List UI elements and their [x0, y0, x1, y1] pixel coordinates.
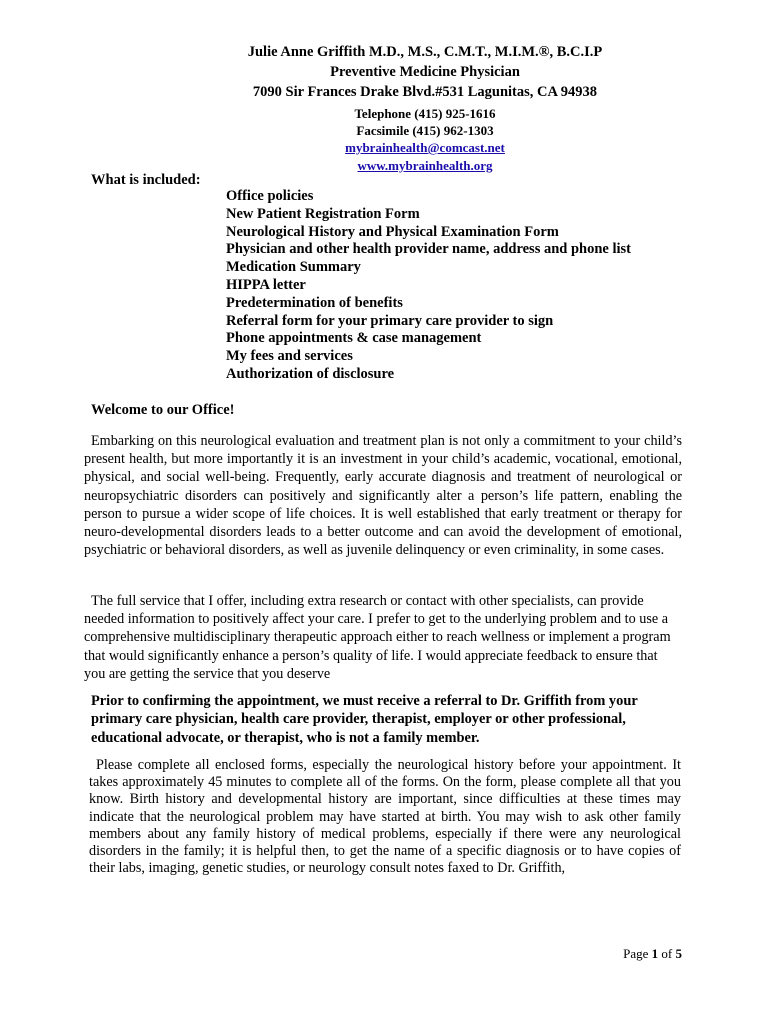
website-link[interactable]: www.mybrainhealth.org: [357, 158, 493, 173]
included-label: What is included:: [91, 172, 201, 188]
physician-name: Julie Anne Griffith M.D., M.S., C.M.T., M.I.M.®, B.C.I.P: [247, 44, 603, 60]
list-item: Office policies: [226, 188, 314, 204]
list-item: Referral form for your primary care provider to sign: [226, 312, 554, 329]
telephone: Telephone (415) 925-1616: [354, 106, 496, 121]
email-link[interactable]: mybrainhealth@comcast.net: [345, 140, 505, 155]
list-item: HIPPA letter: [226, 276, 306, 293]
list-item: Authorization of disclosure: [226, 365, 395, 382]
list-item: Physician and other health provider name, address and phone list: [226, 241, 632, 258]
list-item: Phone appointments & case management: [226, 330, 482, 347]
letterhead: [0, 42, 770, 175]
service-paragraph: The full service that I offer, including extra research or contact with other specialists, can provide needed information to positively affect your care. I prefer to get to the underlying problem and to use a comprehensive multidisciplinary therapeutic approach either to reach wellness or implement a program that would significantly enhance a person’s quality of life. I would appreciate feedback to ensure that you are getting the service that you deserve: [84, 593, 671, 682]
facsimile: Facsimile (415) 962-1303: [356, 123, 494, 138]
forms-paragraph: Please complete all enclosed forms, especially the neurological history before your appointment. It takes approximately 45 minutes to complete all of the forms. On the form, please complete all that you know. Birth history and developmental history are important, since difficulties at these times may indicate that the neurological problem may have started at birth. You may wish to ask other family members about any family history of medical problems, especially if there were any neurological disorders in the family; it is helpful then, to get the name of a specific diagnosis or to have copies of their labs, imaging, genetic studies, or neurology consult notes faxed to Dr. Griffith,: [89, 757, 681, 877]
included-list: [226, 188, 631, 384]
page-total: 5: [675, 946, 682, 961]
list-item: Medication Summary: [226, 259, 361, 276]
list-item: New Patient Registration Form: [226, 205, 420, 222]
referral-notice: Prior to confirming the appointment, we must receive a referral to Dr. Griffith from your primary care physician, health care provider, therapist, employer or other professional, educational advocate, or therapist, who is not a family member.: [91, 693, 638, 746]
page-number: [623, 946, 682, 962]
physician-title: Preventive Medicine Physician: [330, 64, 520, 80]
list-item: My fees and services: [226, 348, 353, 365]
page-word: Page: [623, 946, 649, 961]
list-item: Neurological History and Physical Examination Form: [226, 223, 559, 240]
of-word: of: [661, 946, 673, 961]
intro-paragraph: Embarking on this neurological evaluation and treatment plan is not only a commitment to your child’s present health, but more importantly it is an investment in your child’s academic, vocational, emotional, physical, and social well-being. Frequently, early accurate diagnosis and treatment of neurological or neuropsychiatric disorders can positively and significantly alter a person’s life pattern, enabling the person to pursue a wider scope of life choices. It is well established that early treatment or therapy for neuro-developmental disorders leads to a better outcome and can avoid the development of emotional, psychiatric or behavioral disorders, as well as juvenile delinquency or even criminality, in some cases.: [84, 433, 682, 559]
welcome-heading: Welcome to our Office!: [91, 402, 235, 418]
list-item: Predetermination of benefits: [226, 294, 403, 311]
page-current: 1: [651, 946, 659, 961]
office-address: 7090 Sir Frances Drake Blvd.#531 Lagunitas, CA 94938: [252, 84, 598, 100]
